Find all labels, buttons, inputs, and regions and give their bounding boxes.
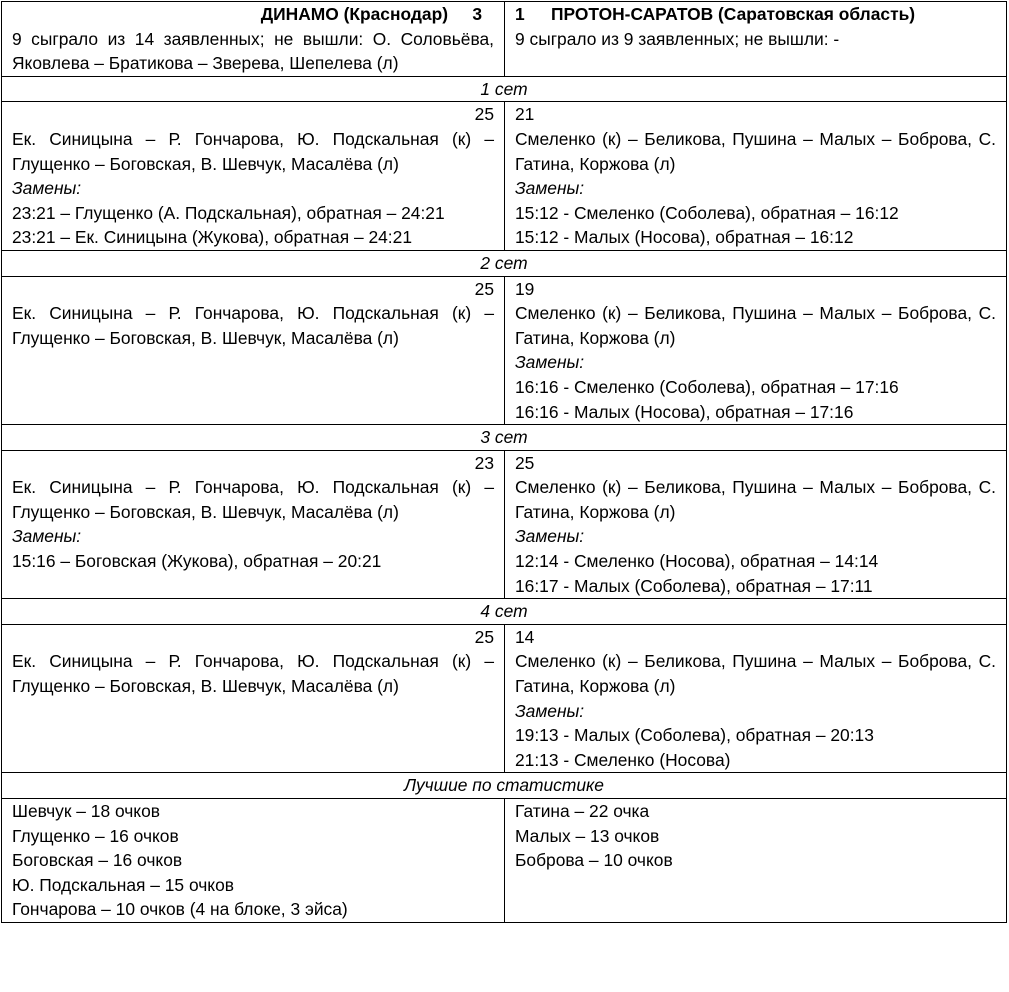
home-best-player: Боговская – 16 очков: [12, 850, 183, 871]
home-best-player: Ю. Подскальная – 15 очков: [12, 874, 235, 895]
away-set-cell: [505, 102, 1007, 251]
set-detail-row: [2, 624, 1007, 773]
away-sub: 12:14 - Смеленко (Носова), обратная – 14:14: [515, 551, 879, 572]
home-set-score: 23: [474, 452, 494, 473]
home-set-score: 25: [474, 278, 494, 299]
set-title: 4 сет: [2, 599, 1007, 625]
away-set-cell: [505, 450, 1007, 599]
set-title-row: [2, 425, 1007, 451]
home-set-score: 25: [474, 626, 494, 647]
away-sub: 15:12 - Малых (Носова), обратная – 16:12: [515, 227, 854, 248]
away-subs-label: Замены:: [515, 178, 585, 199]
away-team-name: ПРОТОН-САРАТОВ (Саратовская область): [551, 4, 916, 24]
home-best-cell: [2, 799, 505, 923]
home-best-player: Гончарова – 10 очков (4 на блоке, 3 эйса): [12, 899, 348, 920]
set-title: 2 сет: [2, 250, 1007, 276]
home-best-player: Глущенко – 16 очков: [12, 825, 179, 846]
set-detail-row: [2, 450, 1007, 599]
away-subs-label: Замены:: [515, 352, 585, 373]
away-subs-label: Замены:: [515, 526, 585, 547]
away-sub: 16:17 - Малых (Соболева), обратная – 17:11: [515, 575, 873, 596]
set-title-row: [2, 250, 1007, 276]
header-row: [2, 2, 1007, 77]
home-sub: 23:21 – Ек. Синицына (Жукова), обратная – 24:21: [12, 227, 412, 248]
home-set-score: 25: [474, 104, 494, 125]
home-sets-won: 3: [472, 4, 482, 24]
home-lineup: Ек. Синицына – Р. Гончарова, Ю. Подскальная (к) – Глущенко – Боговская, В. Шевчук, Масалёва (л): [12, 477, 494, 522]
set-detail-row: [2, 276, 1007, 425]
away-sub: 21:13 - Смеленко (Носова): [515, 749, 731, 770]
away-sets-won: 1: [515, 4, 525, 24]
home-set-cell: [2, 276, 505, 425]
away-set-score: 14: [515, 626, 535, 647]
home-set-cell: [2, 102, 505, 251]
home-team-name: ДИНАМО (Краснодар): [260, 4, 448, 24]
home-best-player: Шевчук – 18 очков: [12, 801, 161, 821]
home-subs-label: Замены:: [12, 178, 82, 199]
home-lineup: Ек. Синицына – Р. Гончарова, Ю. Подскальная (к) – Глущенко – Боговская, В. Шевчук, Масалёва (л): [12, 303, 494, 348]
home-sub: 15:16 – Боговская (Жукова), обратная – 20:21: [12, 551, 382, 572]
away-team-title: [515, 2, 996, 27]
away-sub: 15:12 - Смеленко (Соболева), обратная – 16:12: [515, 202, 899, 223]
home-subs-label: Замены:: [12, 526, 82, 547]
set-title-row: [2, 76, 1007, 102]
set-detail-row: [2, 102, 1007, 251]
away-set-score: 25: [515, 452, 535, 473]
away-best-cell: [505, 799, 1007, 923]
away-best-player: Боброва – 10 очков: [515, 850, 673, 871]
home-team-header: [2, 2, 505, 77]
set-title-row: [2, 599, 1007, 625]
home-lineup: Ек. Синицына – Р. Гончарова, Ю. Подскальная (к) – Глущенко – Боговская, В. Шевчук, Масалёва (л): [12, 128, 494, 174]
away-team-header: [505, 2, 1007, 77]
away-best-player: Гатина – 22 очка: [515, 801, 650, 821]
away-sub: 19:13 - Малых (Соболева), обратная – 20:13: [515, 725, 874, 746]
away-set-cell: [505, 624, 1007, 773]
best-title: Лучшие по статистике: [2, 773, 1007, 799]
away-lineup: Смеленко (к) – Беликова, Пушина – Малых – Боброва, С. Гатина, Коржова (л): [515, 303, 996, 348]
home-set-cell: [2, 624, 505, 773]
away-sub: 16:16 - Малых (Носова), обратная – 17:16: [515, 401, 854, 422]
away-subs-label: Замены:: [515, 700, 585, 721]
away-lineup: Смеленко (к) – Беликова, Пушина – Малых – Боброва, С. Гатина, Коржова (л): [515, 128, 996, 174]
away-team-note: 9 сыграло из 9 заявленных; не вышли: -: [515, 28, 840, 49]
away-sub: 16:16 - Смеленко (Соболева), обратная – 17:16: [515, 376, 899, 397]
away-lineup: Смеленко (к) – Беликова, Пушина – Малых – Боброва, С. Гатина, Коржова (л): [515, 651, 996, 697]
home-set-cell: [2, 450, 505, 599]
home-team-title: [12, 2, 494, 27]
away-best-player: Малых – 13 очков: [515, 825, 660, 846]
home-lineup: Ек. Синицына – Р. Гончарова, Ю. Подскальная (к) – Глущенко – Боговская, В. Шевчук, Масалёва (л): [12, 651, 494, 697]
set-title: 3 сет: [2, 425, 1007, 451]
home-team-note: 9 сыграло из 14 заявленных; не вышли: О. Соловьёва, Яковлева – Братикова – Зверева, Шепелева (л): [12, 28, 494, 74]
best-detail-row: [2, 799, 1007, 923]
home-sub: 23:21 – Глущенко (А. Подскальная), обратная – 24:21: [12, 202, 445, 223]
set-title: 1 сет: [2, 76, 1007, 102]
away-set-score: 21: [515, 104, 535, 125]
away-set-cell: [505, 276, 1007, 425]
away-set-score: 19: [515, 278, 535, 299]
best-title-row: [2, 773, 1007, 799]
away-lineup: Смеленко (к) – Беликова, Пушина – Малых – Боброва, С. Гатина, Коржова (л): [515, 477, 996, 522]
match-report-table: [1, 1, 1007, 923]
